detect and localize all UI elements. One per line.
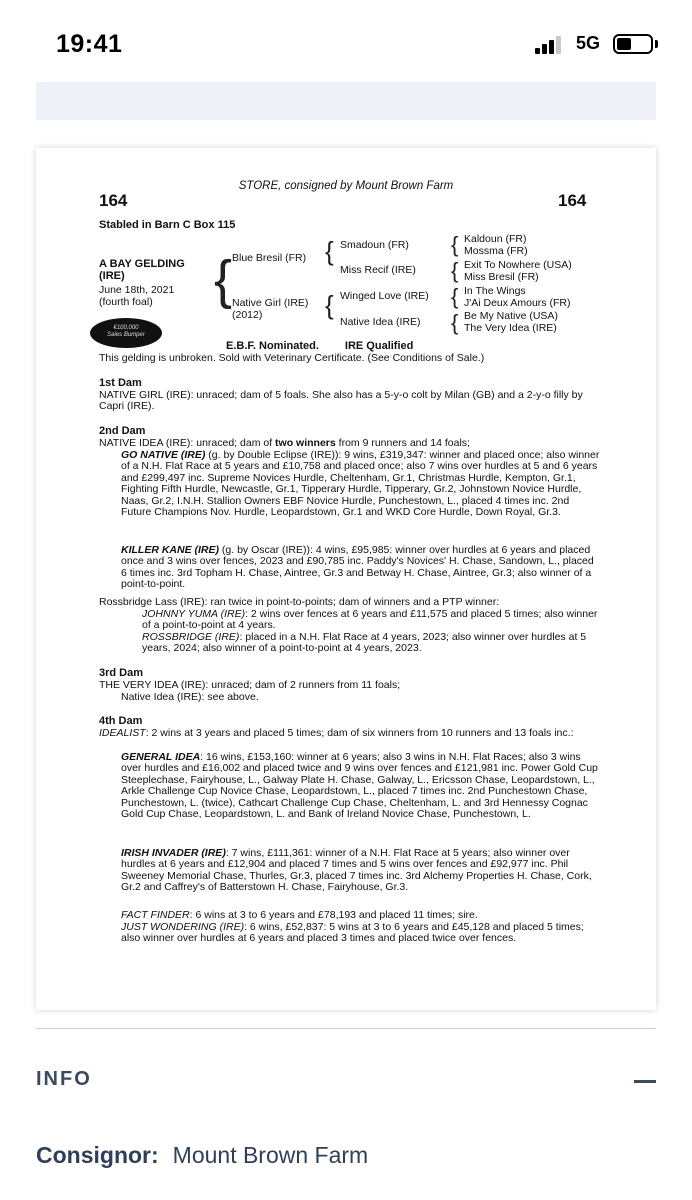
idealist-name: IDEALIST [99, 727, 146, 739]
johnny-yuma-name: JOHNNY YUMA (IRE) [142, 608, 246, 620]
rossbridge-text: : placed in a N.H. Flat Race at 4 years, 2023; also winner over hurdles at 5 years, 2024; also winner of a point-to-point at 4 years, 2023. [142, 631, 587, 655]
cellular-signal-icon [535, 36, 561, 54]
go-native-name: GO NATIVE (IRE) [121, 449, 206, 461]
consignor-value: Mount Brown Farm [172, 1142, 369, 1168]
first-dam-heading: 1st Dam [99, 377, 142, 389]
catalogue-page[interactable] [36, 148, 656, 1010]
section-divider [36, 1028, 656, 1029]
irish-invader-name: IRISH INVADER (IRE) [121, 847, 226, 859]
pedigree-brace: { [451, 310, 459, 335]
intro-bold: two winners [275, 437, 336, 449]
first-dam-text [99, 390, 599, 413]
fact-finder-text: : 6 wins at 3 to 6 years and £78,193 and placed 11 times; sire. [189, 909, 478, 921]
info-section-title[interactable]: INFO [36, 1068, 92, 1090]
pedigree-brace: { [451, 232, 459, 257]
go-native-text: (g. by Double Eclipse (IRE)): 9 wins, £319,347: winner and placed once; also winner of a N.H. Flat Race at 5 years and £10,758 and placed once; also 7 wins over hurdles at 5 and 6 years and £299,497 inc. Supreme Novices Hurdle, Cheltenham, Gr.1, Christmas Hurdle, Kempton, Gr.1, Fighting Fifth Hurdle, Newcastle, Gr.1, Tipperary Hurdle, Tipperary, Gr.2, Johnstown Novice Hurdle, Naas, Gr.2, I.N.H. Stallion Owners EBF Novice Hurdle, Punchestown, L., placed 4 times inc. 2nd Future Champions Nov. Hurdle, Leopardstown, Gr.1 and WKD Core Hurdle, Down Royal, Gr.3. [121, 449, 600, 519]
pedigree-brace: { [325, 290, 334, 320]
go-native-entry [121, 450, 601, 518]
pedigree-dam-sire: Winged Love (IRE) [340, 290, 429, 302]
lot-number-left: 164 [99, 191, 128, 210]
pedigree-brace: { [451, 258, 459, 283]
clock: 19:41 [56, 30, 123, 58]
johnny-yuma-text: : 2 wins over fences at 6 years and £11,575 and placed 5 times; also winner of a point-to-point at 4 years. [142, 608, 598, 632]
pedigree-g2: Mossma (FR) [464, 245, 528, 257]
ebf-nominated: E.B.F. Nominated. [226, 340, 319, 352]
rossbridge-entry [142, 632, 602, 655]
pedigree-brace: { [214, 250, 233, 310]
second-dam-intro [99, 438, 599, 449]
battery-tip [655, 40, 658, 48]
pedigree-sire-sire: Smadoun (FR) [340, 239, 409, 251]
just-wondering-text: : 6 wins, £52,837: 5 wins at 3 to 6 years and £45,128 and placed 5 times; also winner over hurdles at 6 years and placed 3 times and placed twice over fences. [121, 921, 584, 945]
lot-number-right: 164 [558, 191, 587, 210]
rossbridge-lass-entry: Rossbridge Lass (IRE): ran twice in point-to-points; dam of winners and a PTP winner: [99, 596, 500, 608]
consignor-label: Consignor: [36, 1142, 159, 1168]
third-dam-heading: 3rd Dam [99, 667, 144, 679]
idealist-text: : 2 wins at 3 years and placed 5 times; dam of six winners from 10 runners and 13 foals inc.: [145, 727, 574, 739]
general-idea-name: GENERAL IDEA [121, 751, 201, 763]
killer-kane-text: (g. by Oscar (IRE)): 4 wins, £95,985: winner over hurdles at 6 years and placed once and 3 wins over fences, 2023 and £90,785 inc. Paddy's Novices' H. Chase, Sandown, L., placed 6 times inc. 3rd Topham H. Chase, Aintree, Gr.3 and Betway H. Chase, Aintree, Gr.3; also winner of a point-to-point. [121, 544, 594, 591]
pedigree-brace: { [451, 284, 459, 309]
fact-finder-entry [121, 910, 601, 921]
qualifications-line [226, 341, 413, 352]
pedigree-dam: Native Girl (IRE) [232, 297, 309, 309]
killer-kane-name: KILLER KANE (IRE) [121, 544, 219, 556]
pedigree-dam-year: (2012) [232, 309, 263, 321]
rossbridge-name: ROSSBRIDGE (IRE) [142, 631, 240, 643]
killer-kane-entry [121, 545, 601, 591]
irish-invader-text: : 7 wins, £111,361: winner of a N.H. Flat Race at 5 years; also winner over hurdles at 6 years and £12,904 and placed 7 times and 5 wins over fences and £92,977 inc. Phil Sweeney Memorial Chase, Thurles, Gr.3, placed 7 times inc. 3rd Alchemy Properties H. Chase, Cork, Gr.2 and Caffrey's of Batterstown H. Chase, Fairyhouse, Gr.3. [121, 847, 592, 894]
horse-name: A BAY GELDING (IRE) [99, 258, 185, 282]
consignor-row [36, 1142, 368, 1169]
network-type: 5G [576, 33, 601, 53]
fact-finder-name: FACT FINDER [121, 909, 190, 921]
just-wondering-entry [121, 922, 601, 945]
pedigree-g6: J'Ai Deux Amours (FR) [464, 297, 571, 309]
collapse-minus-icon[interactable] [634, 1080, 656, 1083]
ire-qualified: IRE Qualified [344, 340, 414, 352]
stabled-location: Stabled in Barn C Box 115 [99, 219, 236, 231]
horse-dob: June 18th, 2021 [99, 284, 175, 296]
second-dam-heading: 2nd Dam [99, 425, 146, 437]
badge-label: Sales Bumper [107, 332, 145, 338]
sales-bumper-badge [90, 318, 162, 348]
pedigree-dam-dam: Native Idea (IRE) [340, 316, 421, 328]
irish-invader-entry [121, 848, 601, 894]
pedigree-g8: The Very Idea (IRE) [464, 322, 557, 334]
general-idea-text: : 16 wins, £153,160: winner at 6 years; also 3 wins in N.H. Flat Races; also 3 wins over hurdles and £16,002 and placed twice and 9 wins over fences and £121,981 inc. Power Gold Cup Steeplechase, Fairyhouse, L., Galway Plate H. Chase, Galway, L., Ericsson Chase, Leopardstown, L., Arkle Challenge Cup Novice Chase, Leopardstown, L., placed 7 times inc. 2nd Punchestown Chase, Punchestown, L. (twice), Cathcart Challenge Cup Chase, Cheltenham, L. and 3rd Hennessy Cognac Gold Cup Chase, Leopardstown, L. and Bank of Ireland Novice Chase, Punchestown, L. [121, 751, 598, 821]
pedigree-g4: Miss Bresil (FR) [464, 271, 539, 283]
fourth-dam-heading: 4th Dam [99, 715, 143, 727]
general-idea-entry [121, 752, 601, 820]
idealist-entry [99, 728, 599, 739]
horse-details [99, 284, 174, 308]
pedigree-g1: Kaldoun (FR) [464, 233, 527, 245]
pedigree-sire: Blue Bresil (FR) [232, 252, 307, 264]
battery-icon [613, 34, 653, 54]
store-line: STORE, consigned by Mount Brown Farm [238, 180, 454, 192]
horse-foal: (fourth foal) [99, 296, 153, 308]
pedigree-g7: Be My Native (USA) [464, 310, 558, 322]
top-banner [36, 82, 656, 120]
third-dam-sub: Native Idea (IRE): see above. [121, 691, 259, 703]
pedigree-brace: { [325, 236, 334, 266]
third-dam-text: THE VERY IDEA (IRE): unraced; dam of 2 runners from 11 foals; [99, 679, 401, 691]
just-wondering-name: JUST WONDERING (IRE) [121, 921, 245, 933]
badge-amount: €100,000 [113, 325, 139, 331]
unbroken-note: This gelding is unbroken. Sold with Veterinary Certificate. (See Conditions of Sale.) [99, 352, 485, 364]
intro-tail: from 9 runners and 14 foals; [335, 437, 470, 449]
first-dam-body: NATIVE GIRL (IRE): unraced; dam of 5 foals. She also has a 5-y-o colt by Milan (GB) and a 2-y-o filly by Capri (IRE). [99, 389, 583, 413]
pedigree-g5: In The Wings [464, 285, 526, 297]
pedigree-g3: Exit To Nowhere (USA) [464, 259, 572, 271]
status-bar [0, 0, 692, 80]
johnny-yuma-entry [142, 609, 602, 632]
pedigree-sire-dam: Miss Recif (IRE) [340, 264, 416, 276]
intro-text: NATIVE IDEA (IRE): unraced; dam of [99, 437, 276, 449]
